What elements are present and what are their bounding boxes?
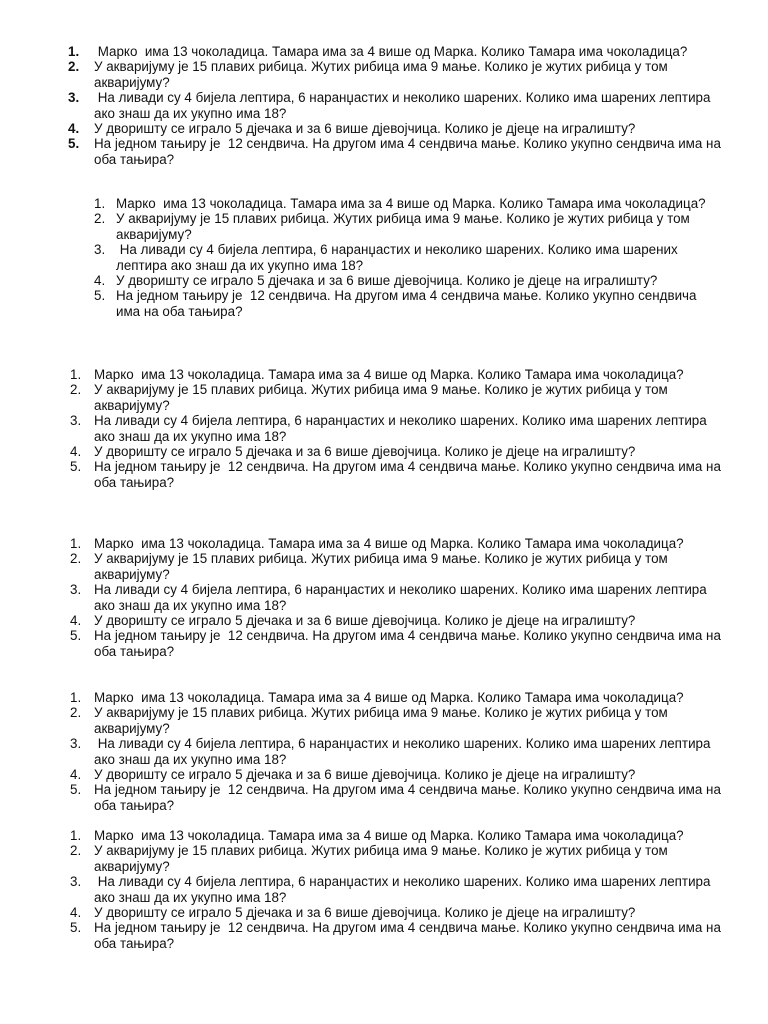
item-number: 2. [70,705,82,721]
list-item [70,874,730,905]
list-item [70,582,730,613]
item-text: У дворишту се играло 5 дјечака и за 6 више дјевојчица. Колико је дјеце на игралишту? [94,905,636,921]
item-text: Марко има 13 чоколадица. Тамара има за 4 више од Марка. Колико Тамара има чоколадица? [94,828,684,843]
list-item [94,196,714,211]
list-item [70,705,730,736]
list-item [94,242,714,273]
list-item [68,44,728,59]
list-item [94,288,714,319]
list-item [70,382,730,413]
item-number: 2. [70,382,82,398]
list-item [70,367,730,382]
item-number: 1. [70,828,82,843]
item-number: 4. [68,121,80,137]
item-number: 2. [68,59,80,75]
list-item [70,613,730,628]
item-number: 1. [94,196,106,211]
item-text: Марко има 13 чоколадица. Тамара има за 4 више од Марка. Колико Тамара има чоколадица? [94,690,684,705]
list-item [70,767,730,782]
item-text: У дворишту се играло 5 дјечака и за 6 више дјевојчица. Колико је дјеце на игралишту? [94,613,636,629]
item-text: У дворишту се играло 5 дјечака и за 6 више дјевојчица. Колико је дјеце на игралишту? [116,273,658,289]
problem-list-6 [70,828,730,951]
item-number: 5. [68,136,80,152]
list-item [68,59,728,90]
list-item [70,628,730,659]
item-text: На ливади су 4 бијела лептира, 6 наранџастих и неколико шарених. Колико има шарених лептира ако знаш да их укупно има 18? [94,90,715,121]
item-number: 5. [94,288,106,304]
item-text: На ливади су 4 бијела лептира, 6 наранџастих и неколико шарених. Колико има шарених лептира ако знаш да их укупно има 18? [94,874,715,905]
item-text: На једном тањиру је 12 сендвича. На другом има 4 сендвича мање. Колико укупно сендвича има на оба тањира? [116,288,701,319]
list-item [70,551,730,582]
item-number: 2. [70,843,82,859]
list-item [68,121,728,136]
item-number: 3. [70,582,82,598]
item-text: Марко има 13 чоколадица. Тамара има за 4 више од Марка. Колико Тамара има чоколадица? [116,196,706,211]
list-item [70,905,730,920]
item-number: 1. [70,367,82,382]
item-text: На ливади су 4 бијела лептира, 6 наранџастих и неколико шарених. Колико има шарених лептира ако знаш да их укупно има 18? [94,736,715,767]
item-text: Марко има 13 чоколадица. Тамара има за 4 више од Марка. Колико Тамара има чоколадица? [94,44,688,59]
problem-list-5 [70,690,730,813]
item-number: 5. [70,459,82,475]
item-number: 3. [70,413,82,429]
item-number: 1. [70,536,82,551]
item-number: 2. [94,211,106,227]
item-number: 5. [70,628,82,644]
item-number: 4. [70,767,82,783]
item-number: 5. [70,920,82,936]
list-item [68,136,728,167]
list-item [70,536,730,551]
item-text: На ливади су 4 бијела лептира, 6 наранџастих и неколико шарених. Колико има шарених лептира ако знаш да их укупно има 18? [116,242,682,273]
item-text: На ливади су 4 бијела лептира, 6 наранџастих и неколико шарених. Колико има шарених лептира ако знаш да их укупно има 18? [94,582,711,613]
item-text: У акваријуму је 15 плавих рибица. Жутих рибица има 9 мање. Колико је жутих рибица у том акваријуму? [94,59,672,90]
list-item [94,211,714,242]
list-item [70,843,730,874]
item-number: 3. [70,874,82,890]
problem-list-2 [94,196,714,319]
list-item [70,690,730,705]
list-item [68,90,728,121]
list-item [70,828,730,843]
list-item [70,413,730,444]
item-text: На једном тањиру је 12 сендвича. На другом има 4 сендвича мање. Колико укупно сендвича има на оба тањира? [94,920,725,951]
list-item [70,444,730,459]
list-item [70,459,730,490]
item-text: На једном тањиру је 12 сендвича. На другом има 4 сендвича мање. Колико укупно сендвича има на оба тањира? [94,136,725,167]
item-number: 1. [68,44,80,59]
item-number: 4. [70,444,82,460]
item-text: У акваријуму је 15 плавих рибица. Жутих рибица има 9 мање. Колико је жутих рибица у том акваријуму? [116,211,694,242]
item-text: На једном тањиру је 12 сендвича. На другом има 4 сендвича мање. Колико укупно сендвича има на оба тањира? [94,782,725,813]
item-text: У дворишту се играло 5 дјечака и за 6 више дјевојчица. Колико је дјеце на игралишту? [94,444,636,460]
problem-list-3 [70,367,730,490]
list-item [94,273,714,288]
item-number: 4. [70,905,82,921]
problem-list-1 [68,44,728,167]
list-item [70,736,730,767]
item-number: 5. [70,782,82,798]
item-text: У акваријуму је 15 плавих рибица. Жутих рибица има 9 мање. Колико је жутих рибица у том акваријуму? [94,551,672,582]
item-text: На једном тањиру је 12 сендвича. На другом има 4 сендвича мање. Колико укупно сендвича има на оба тањира? [94,628,725,659]
list-item [70,782,730,813]
item-number: 1. [70,690,82,705]
item-text: У акваријуму је 15 плавих рибица. Жутих рибица има 9 мање. Колико је жутих рибица у том акваријуму? [94,705,672,736]
item-text: У дворишту се играло 5 дјечака и за 6 више дјевојчица. Колико је дјеце на игралишту? [94,767,636,783]
item-number: 4. [70,613,82,629]
item-text: У акваријуму је 15 плавих рибица. Жутих рибица има 9 мање. Колико је жутих рибица у том акваријуму? [94,843,672,874]
item-number: 3. [68,90,80,106]
list-item [70,920,730,951]
item-number: 3. [70,736,82,752]
problem-list-4 [70,536,730,659]
item-text: Марко има 13 чоколадица. Тамара има за 4 више од Марка. Колико Тамара има чоколадица? [94,536,684,551]
item-text: У дворишту се играло 5 дјечака и за 6 више дјевојчица. Колико је дјеце на игралишту? [94,121,636,137]
item-text: На једном тањиру је 12 сендвича. На другом има 4 сендвича мање. Колико укупно сендвича има на оба тањира? [94,459,725,490]
item-number: 3. [94,242,106,258]
item-text: На ливади су 4 бијела лептира, 6 наранџастих и неколико шарених. Колико има шарених лептира ако знаш да их укупно има 18? [94,413,711,444]
item-number: 4. [94,273,106,289]
item-number: 2. [70,551,82,567]
item-text: У акваријуму је 15 плавих рибица. Жутих рибица има 9 мање. Колико је жутих рибица у том акваријуму? [94,382,672,413]
item-text: Марко има 13 чоколадица. Тамара има за 4 више од Марка. Колико Тамара има чоколадица? [94,367,684,382]
